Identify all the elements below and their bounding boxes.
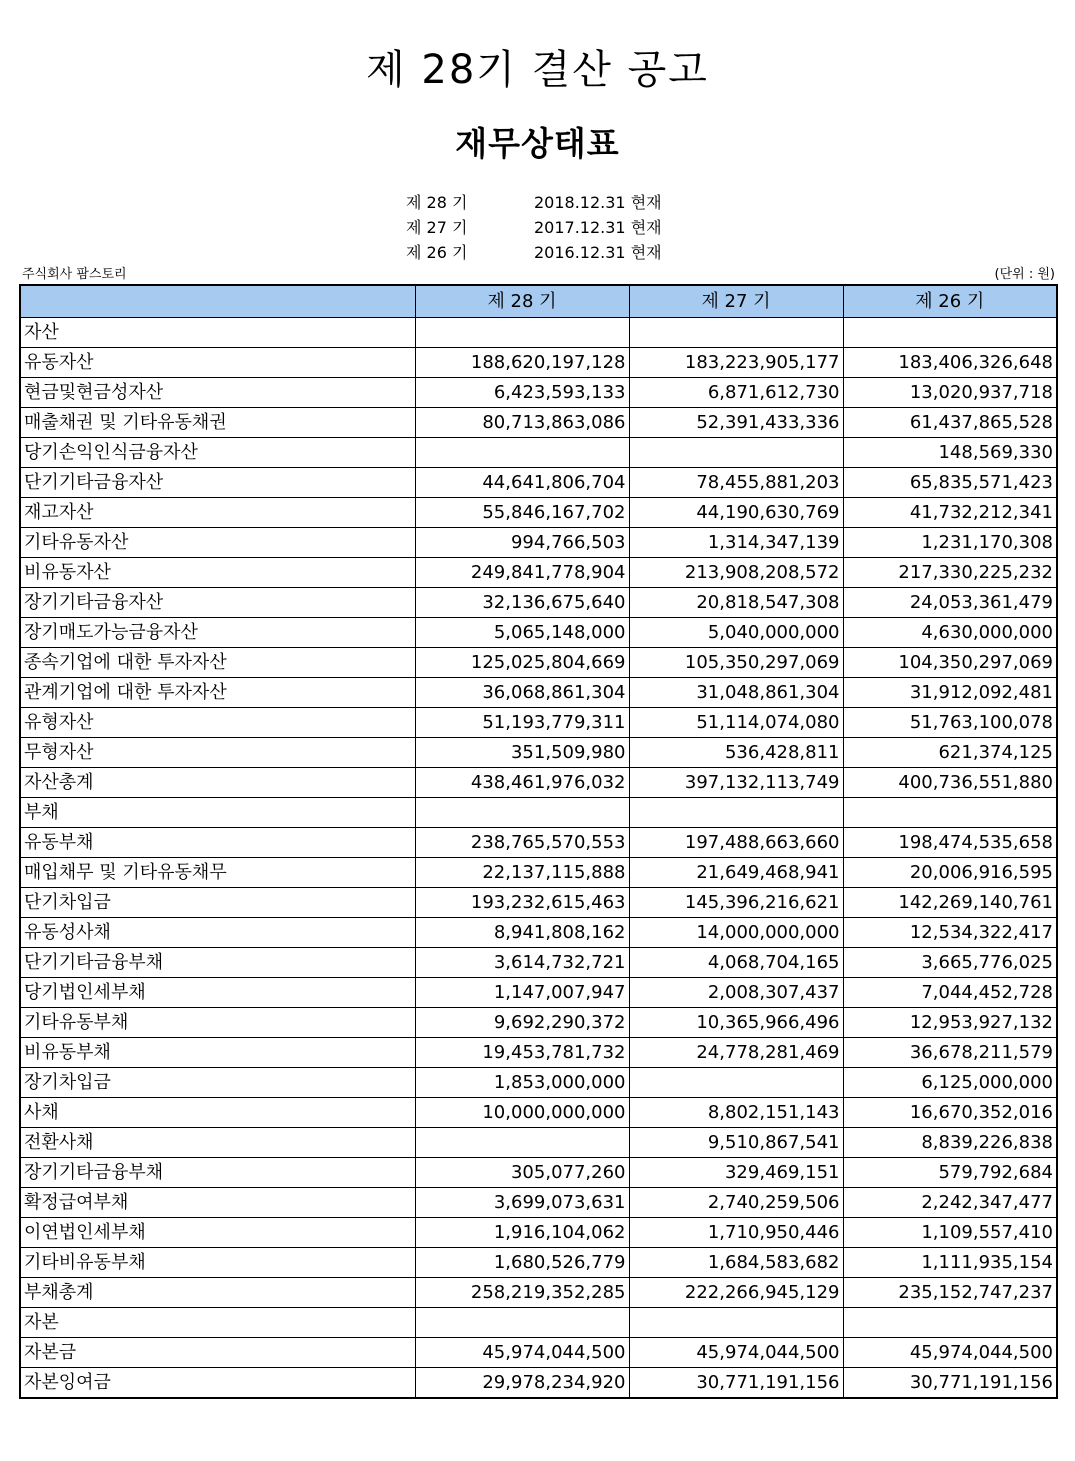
- value-term-27: [629, 798, 843, 828]
- value-term-28: 51,193,779,311: [415, 708, 629, 738]
- table-row: [20, 678, 1057, 708]
- value-term-27: 9,510,867,541: [629, 1128, 843, 1158]
- value-term-26: 7,044,452,728: [843, 978, 1057, 1008]
- value-term-27: 5,040,000,000: [629, 618, 843, 648]
- value-term-26: 12,534,322,417: [843, 918, 1057, 948]
- value-term-28: 3,699,073,631: [415, 1188, 629, 1218]
- value-term-26: 1,231,170,308: [843, 528, 1057, 558]
- value-term-28: 3,614,732,721: [415, 948, 629, 978]
- value-term-28: 32,136,675,640: [415, 588, 629, 618]
- account-label: 비유동부채: [20, 1038, 415, 1068]
- header-term-27: 제 27 기: [629, 285, 843, 318]
- value-term-28: 1,680,526,779: [415, 1248, 629, 1278]
- account-label: 단기차입금: [20, 888, 415, 918]
- value-term-28: 249,841,778,904: [415, 558, 629, 588]
- table-row: [20, 708, 1057, 738]
- table-row: [20, 648, 1057, 678]
- period-line: [406, 215, 662, 240]
- value-term-26: 1,109,557,410: [843, 1218, 1057, 1248]
- value-term-28: [415, 318, 629, 348]
- table-row: [20, 318, 1057, 348]
- account-label: 관계기업에 대한 투자자산: [20, 678, 415, 708]
- table-row: [20, 1368, 1057, 1399]
- statement-title: 재무상태표: [455, 124, 620, 163]
- period-date: 2017.12.31 현재: [534, 218, 662, 237]
- value-term-26: 12,953,927,132: [843, 1008, 1057, 1038]
- value-term-28: 5,065,148,000: [415, 618, 629, 648]
- value-term-26: 36,678,211,579: [843, 1038, 1057, 1068]
- table-row: [20, 888, 1057, 918]
- table-row: [20, 1008, 1057, 1038]
- company-name: 주식회사 팜스토리: [22, 267, 127, 282]
- value-term-28: 45,974,044,500: [415, 1338, 629, 1368]
- account-label: 기타비유동부채: [20, 1248, 415, 1278]
- value-term-27: 183,223,905,177: [629, 348, 843, 378]
- value-term-28: 258,219,352,285: [415, 1278, 629, 1308]
- value-term-26: 16,670,352,016: [843, 1098, 1057, 1128]
- value-term-27: 105,350,297,069: [629, 648, 843, 678]
- value-term-28: 44,641,806,704: [415, 468, 629, 498]
- value-term-27: 21,649,468,941: [629, 858, 843, 888]
- value-term-26: 579,792,684: [843, 1158, 1057, 1188]
- account-label: 매출채권 및 기타유동채권: [20, 408, 415, 438]
- period-line: [406, 240, 662, 265]
- table-row: [20, 498, 1057, 528]
- value-term-28: [415, 438, 629, 468]
- account-label: 단기기타금융자산: [20, 468, 415, 498]
- value-term-27: 1,314,347,139: [629, 528, 843, 558]
- header-label-cell: [20, 285, 415, 318]
- header-term-26: 제 26 기: [843, 285, 1057, 318]
- account-label: 종속기업에 대한 투자자산: [20, 648, 415, 678]
- value-term-27: 6,871,612,730: [629, 378, 843, 408]
- table-row: [20, 1158, 1057, 1188]
- value-term-28: 1,147,007,947: [415, 978, 629, 1008]
- value-term-27: 2,008,307,437: [629, 978, 843, 1008]
- account-label: 유동부채: [20, 828, 415, 858]
- balance-sheet-table: [19, 284, 1058, 1399]
- table-row: [20, 1278, 1057, 1308]
- value-term-26: 235,152,747,237: [843, 1278, 1057, 1308]
- value-term-26: 20,006,916,595: [843, 858, 1057, 888]
- table-row: [20, 768, 1057, 798]
- value-term-26: [843, 1308, 1057, 1338]
- table-row: [20, 468, 1057, 498]
- table-row: [20, 738, 1057, 768]
- value-term-26: [843, 798, 1057, 828]
- account-label: 유형자산: [20, 708, 415, 738]
- value-term-27: 536,428,811: [629, 738, 843, 768]
- value-term-28: 29,978,234,920: [415, 1368, 629, 1399]
- account-label: 유동자산: [20, 348, 415, 378]
- value-term-27: [629, 1308, 843, 1338]
- account-label: 확정급여부채: [20, 1188, 415, 1218]
- table-row: [20, 858, 1057, 888]
- table-row: [20, 588, 1057, 618]
- period-term: 제 27 기: [406, 218, 468, 237]
- value-term-27: 30,771,191,156: [629, 1368, 843, 1399]
- value-term-27: 44,190,630,769: [629, 498, 843, 528]
- table-row: [20, 978, 1057, 1008]
- value-term-28: 10,000,000,000: [415, 1098, 629, 1128]
- table-row: [20, 1248, 1057, 1278]
- table-row: [20, 1098, 1057, 1128]
- value-term-26: 217,330,225,232: [843, 558, 1057, 588]
- table-row: [20, 528, 1057, 558]
- value-term-28: 994,766,503: [415, 528, 629, 558]
- value-term-27: 14,000,000,000: [629, 918, 843, 948]
- value-term-26: 148,569,330: [843, 438, 1057, 468]
- value-term-27: 51,114,074,080: [629, 708, 843, 738]
- value-term-27: 52,391,433,336: [629, 408, 843, 438]
- value-term-27: 329,469,151: [629, 1158, 843, 1188]
- value-term-28: 125,025,804,669: [415, 648, 629, 678]
- table-row: [20, 948, 1057, 978]
- value-term-27: 2,740,259,506: [629, 1188, 843, 1218]
- value-term-27: 145,396,216,621: [629, 888, 843, 918]
- value-term-27: 197,488,663,660: [629, 828, 843, 858]
- value-term-27: 45,974,044,500: [629, 1338, 843, 1368]
- value-term-26: 1,111,935,154: [843, 1248, 1057, 1278]
- value-term-28: 8,941,808,162: [415, 918, 629, 948]
- account-label: 매입채무 및 기타유동채무: [20, 858, 415, 888]
- value-term-28: 36,068,861,304: [415, 678, 629, 708]
- value-term-26: 24,053,361,479: [843, 588, 1057, 618]
- table-row: [20, 1068, 1057, 1098]
- header-term-28: 제 28 기: [415, 285, 629, 318]
- account-label: 장기차입금: [20, 1068, 415, 1098]
- account-label: 당기손익인식금융자산: [20, 438, 415, 468]
- value-term-27: 31,048,861,304: [629, 678, 843, 708]
- table-row: [20, 1218, 1057, 1248]
- account-label: 자본: [20, 1308, 415, 1338]
- value-term-26: 30,771,191,156: [843, 1368, 1057, 1399]
- table-row: [20, 1188, 1057, 1218]
- value-term-26: [843, 318, 1057, 348]
- value-term-27: 213,908,208,572: [629, 558, 843, 588]
- account-label: 부채: [20, 798, 415, 828]
- value-term-27: 4,068,704,165: [629, 948, 843, 978]
- value-term-26: 104,350,297,069: [843, 648, 1057, 678]
- value-term-27: 20,818,547,308: [629, 588, 843, 618]
- value-term-26: 4,630,000,000: [843, 618, 1057, 648]
- value-term-27: 8,802,151,143: [629, 1098, 843, 1128]
- account-label: 사채: [20, 1098, 415, 1128]
- value-term-28: 438,461,976,032: [415, 768, 629, 798]
- value-term-26: 183,406,326,648: [843, 348, 1057, 378]
- table-row: [20, 828, 1057, 858]
- value-term-26: 51,763,100,078: [843, 708, 1057, 738]
- account-label: 장기기타금융부채: [20, 1158, 415, 1188]
- account-label: 전환사채: [20, 1128, 415, 1158]
- account-label: 장기기타금융자산: [20, 588, 415, 618]
- account-label: 현금및현금성자산: [20, 378, 415, 408]
- value-term-26: 400,736,551,880: [843, 768, 1057, 798]
- value-term-26: 61,437,865,528: [843, 408, 1057, 438]
- period-date: 2016.12.31 현재: [534, 243, 662, 262]
- table-row: [20, 618, 1057, 648]
- period-term: 제 26 기: [406, 243, 468, 262]
- value-term-26: 198,474,535,658: [843, 828, 1057, 858]
- notice-title: 제 28기 결산 공고: [366, 47, 709, 93]
- value-term-28: [415, 1308, 629, 1338]
- table-row: [20, 1128, 1057, 1158]
- account-label: 유동성사채: [20, 918, 415, 948]
- period-list: [406, 190, 662, 265]
- value-term-28: 9,692,290,372: [415, 1008, 629, 1038]
- value-term-28: 22,137,115,888: [415, 858, 629, 888]
- account-label: 부채총계: [20, 1278, 415, 1308]
- account-label: 재고자산: [20, 498, 415, 528]
- value-term-26: 45,974,044,500: [843, 1338, 1057, 1368]
- value-term-27: 1,710,950,446: [629, 1218, 843, 1248]
- account-label: 자산총계: [20, 768, 415, 798]
- value-term-27: 24,778,281,469: [629, 1038, 843, 1068]
- value-term-28: [415, 798, 629, 828]
- value-term-28: 193,232,615,463: [415, 888, 629, 918]
- table-row: [20, 408, 1057, 438]
- value-term-28: 305,077,260: [415, 1158, 629, 1188]
- value-term-26: 31,912,092,481: [843, 678, 1057, 708]
- value-term-27: 10,365,966,496: [629, 1008, 843, 1038]
- table-row: [20, 1038, 1057, 1068]
- value-term-26: 142,269,140,761: [843, 888, 1057, 918]
- value-term-26: 41,732,212,341: [843, 498, 1057, 528]
- value-term-28: 80,713,863,086: [415, 408, 629, 438]
- value-term-26: 6,125,000,000: [843, 1068, 1057, 1098]
- account-label: 무형자산: [20, 738, 415, 768]
- value-term-28: 1,853,000,000: [415, 1068, 629, 1098]
- period-term: 제 28 기: [406, 193, 468, 212]
- value-term-26: 8,839,226,838: [843, 1128, 1057, 1158]
- value-term-27: 222,266,945,129: [629, 1278, 843, 1308]
- table-row: [20, 918, 1057, 948]
- value-term-26: 65,835,571,423: [843, 468, 1057, 498]
- table-row: [20, 1308, 1057, 1338]
- value-term-28: [415, 1128, 629, 1158]
- value-term-28: 19,453,781,732: [415, 1038, 629, 1068]
- account-label: 자본금: [20, 1338, 415, 1368]
- value-term-28: 188,620,197,128: [415, 348, 629, 378]
- period-line: [406, 190, 662, 215]
- account-label: 장기매도가능금융자산: [20, 618, 415, 648]
- table-row: [20, 378, 1057, 408]
- table-row: [20, 348, 1057, 378]
- account-label: 자본잉여금: [20, 1368, 415, 1399]
- account-label: 기타유동자산: [20, 528, 415, 558]
- period-date: 2018.12.31 현재: [534, 193, 662, 212]
- value-term-27: [629, 438, 843, 468]
- table-header: [20, 285, 1057, 318]
- value-term-27: 1,684,583,682: [629, 1248, 843, 1278]
- account-label: 기타유동부채: [20, 1008, 415, 1038]
- value-term-28: 6,423,593,133: [415, 378, 629, 408]
- value-term-27: 78,455,881,203: [629, 468, 843, 498]
- account-label: 단기기타금융부채: [20, 948, 415, 978]
- value-term-26: 2,242,347,477: [843, 1188, 1057, 1218]
- unit-label: (단위 : 원): [994, 267, 1055, 282]
- account-label: 자산: [20, 318, 415, 348]
- value-term-28: 351,509,980: [415, 738, 629, 768]
- table-row: [20, 798, 1057, 828]
- value-term-27: 397,132,113,749: [629, 768, 843, 798]
- value-term-27: [629, 318, 843, 348]
- table-row: [20, 438, 1057, 468]
- value-term-26: 621,374,125: [843, 738, 1057, 768]
- value-term-27: [629, 1068, 843, 1098]
- value-term-26: 3,665,776,025: [843, 948, 1057, 978]
- value-term-28: 1,916,104,062: [415, 1218, 629, 1248]
- header-row: [20, 285, 1057, 318]
- table-row: [20, 558, 1057, 588]
- table-row: [20, 1338, 1057, 1368]
- value-term-28: 238,765,570,553: [415, 828, 629, 858]
- account-label: 비유동자산: [20, 558, 415, 588]
- value-term-26: 13,020,937,718: [843, 378, 1057, 408]
- account-label: 당기법인세부채: [20, 978, 415, 1008]
- table-body: [20, 318, 1057, 1399]
- account-label: 이연법인세부채: [20, 1218, 415, 1248]
- value-term-28: 55,846,167,702: [415, 498, 629, 528]
